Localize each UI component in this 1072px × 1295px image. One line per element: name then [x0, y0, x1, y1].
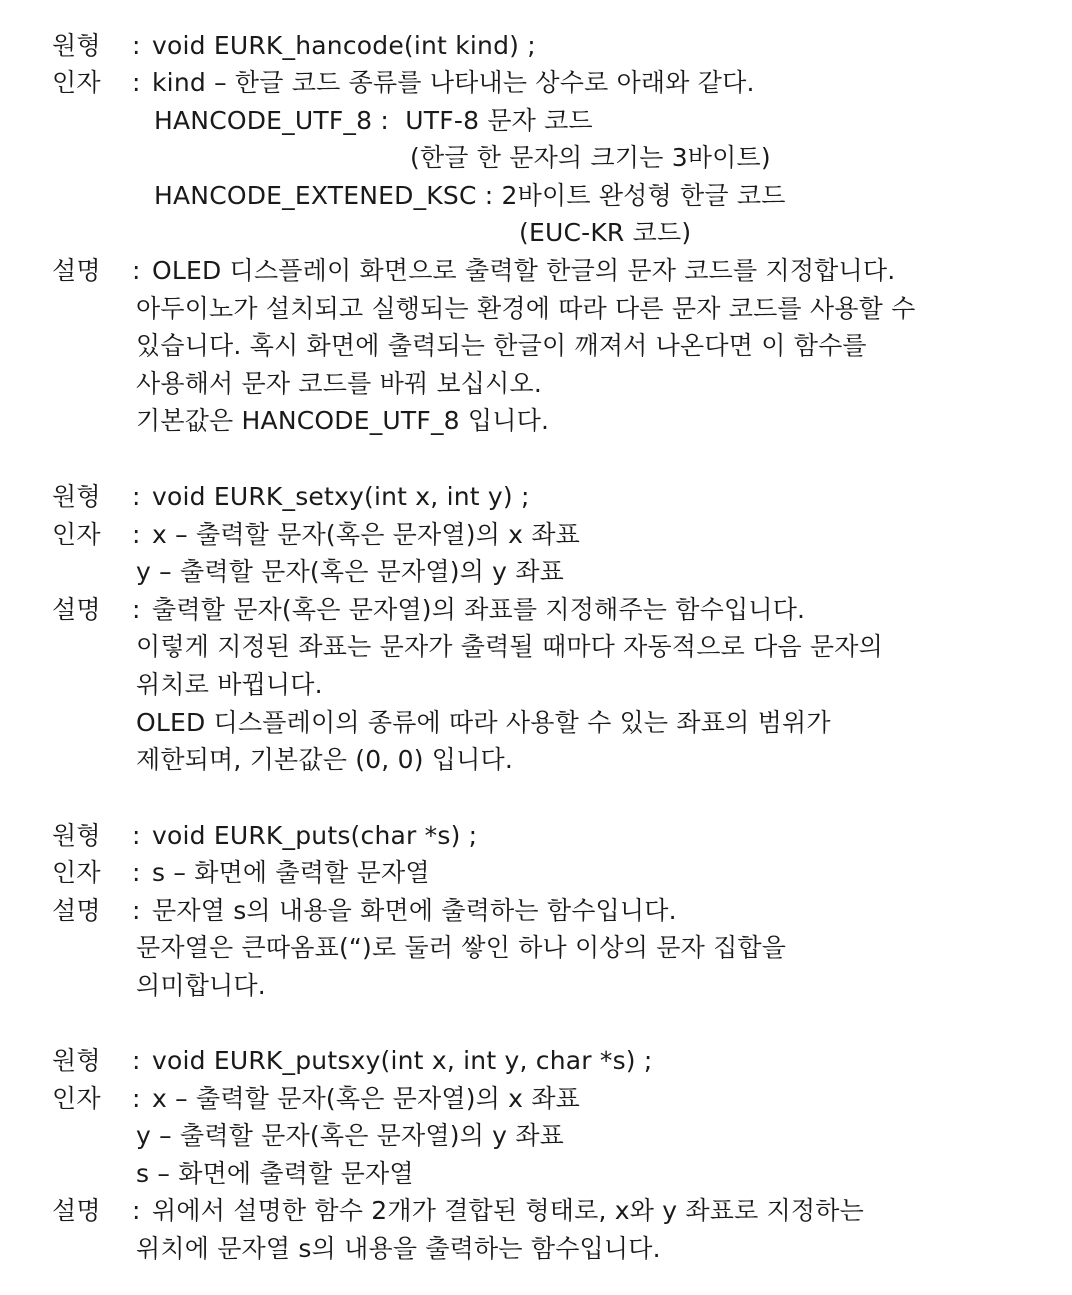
desc-text: 있습니다. 혹시 화면에 출력되는 한글이 깨져서 나온다면 이 함수를 — [136, 331, 867, 360]
prototype-label: 원형 — [52, 31, 101, 60]
args-text: s – 화면에 출력할 문자열 — [136, 1159, 414, 1188]
desc-text: 문자열은 큰따옴표(“)로 둘러 쌓인 하나 이상의 문자 집합을 — [136, 933, 787, 962]
prototype-line — [52, 821, 477, 851]
separator: : — [132, 821, 141, 850]
desc-text: 의미합니다. — [136, 971, 266, 1000]
desc-text: 사용해서 문자 코드를 바꿔 보십시오. — [136, 369, 542, 398]
args-text: kind – 한글 코드 종류를 나타내는 상수로 아래와 같다. — [152, 68, 755, 97]
prototype-line — [52, 482, 530, 512]
desc-text: 위에서 설명한 함수 2개가 결합된 형태로, x와 y 좌표로 지정하는 — [152, 1196, 864, 1225]
separator: : — [132, 520, 141, 549]
prototype-label: 원형 — [52, 1046, 101, 1075]
separator: : — [132, 1046, 141, 1075]
desc-text: 위치에 문자열 s의 내용을 출력하는 함수입니다. — [136, 1234, 661, 1263]
separator: : — [132, 858, 141, 887]
args-text: (한글 한 문자의 크기는 3바이트) — [410, 143, 771, 172]
desc-label: 설명 — [52, 1196, 101, 1225]
args-label: 인자 — [52, 1084, 101, 1113]
args-line — [52, 1084, 580, 1114]
desc-text: OLED 디스플레이의 종류에 따라 사용할 수 있는 좌표의 범위가 — [136, 708, 831, 737]
separator: : — [132, 256, 141, 285]
args-text: HANCODE_UTF_8 : UTF-8 문자 코드 — [154, 106, 593, 135]
args-label: 인자 — [52, 68, 101, 97]
args-text: (EUC-KR 코드) — [519, 218, 692, 247]
prototype-label: 원형 — [52, 482, 101, 511]
prototype-line — [52, 1046, 653, 1076]
separator: : — [132, 68, 141, 97]
args-text: HANCODE_EXTENED_KSC : 2바이트 완성형 한글 코드 — [154, 181, 786, 210]
args-text: y – 출력할 문자(혹은 문자열)의 y 좌표 — [136, 557, 565, 586]
args-text: x – 출력할 문자(혹은 문자열)의 x 좌표 — [152, 520, 581, 549]
separator: : — [132, 1084, 141, 1113]
desc-line — [52, 256, 895, 286]
desc-label: 설명 — [52, 595, 101, 624]
desc-line — [52, 1196, 864, 1226]
args-label: 인자 — [52, 520, 101, 549]
args-text: y – 출력할 문자(혹은 문자열)의 y 좌표 — [136, 1121, 565, 1150]
prototype-line — [52, 31, 536, 61]
desc-text: OLED 디스플레이 화면으로 출력할 한글의 문자 코드를 지정합니다. — [152, 256, 896, 285]
prototype-text: void EURK_puts(char *s) ; — [152, 821, 478, 850]
separator: : — [132, 1196, 141, 1225]
args-line — [52, 520, 580, 550]
separator: : — [132, 595, 141, 624]
desc-text: 이렇게 지정된 좌표는 문자가 출력될 때마다 자동적으로 다음 문자의 — [136, 632, 883, 661]
separator: : — [132, 896, 141, 925]
args-text: s – 화면에 출력할 문자열 — [152, 858, 430, 887]
prototype-text: void EURK_setxy(int x, int y) ; — [152, 482, 530, 511]
desc-text: 출력할 문자(혹은 문자열)의 좌표를 지정해주는 함수입니다. — [152, 595, 806, 624]
prototype-text: void EURK_putsxy(int x, int y, char *s) ; — [152, 1046, 653, 1075]
desc-line — [52, 595, 805, 625]
desc-text: 기본값은 HANCODE_UTF_8 입니다. — [136, 406, 550, 435]
prototype-text: void EURK_hancode(int kind) ; — [152, 31, 536, 60]
desc-text: 문자열 s의 내용을 화면에 출력하는 함수입니다. — [152, 896, 677, 925]
desc-label: 설명 — [52, 256, 101, 285]
desc-line — [52, 896, 677, 926]
separator: : — [132, 31, 141, 60]
args-text: x – 출력할 문자(혹은 문자열)의 x 좌표 — [152, 1084, 581, 1113]
prototype-label: 원형 — [52, 821, 101, 850]
desc-text: 아두이노가 설치되고 실행되는 환경에 따라 다른 문자 코드를 사용할 수 — [136, 294, 916, 323]
args-line — [52, 68, 755, 98]
desc-label: 설명 — [52, 896, 101, 925]
args-line — [52, 858, 430, 888]
args-label: 인자 — [52, 858, 101, 887]
desc-text: 제한되며, 기본값은 (0, 0) 입니다. — [136, 745, 513, 774]
desc-text: 위치로 바뀝니다. — [136, 670, 323, 699]
separator: : — [132, 482, 141, 511]
